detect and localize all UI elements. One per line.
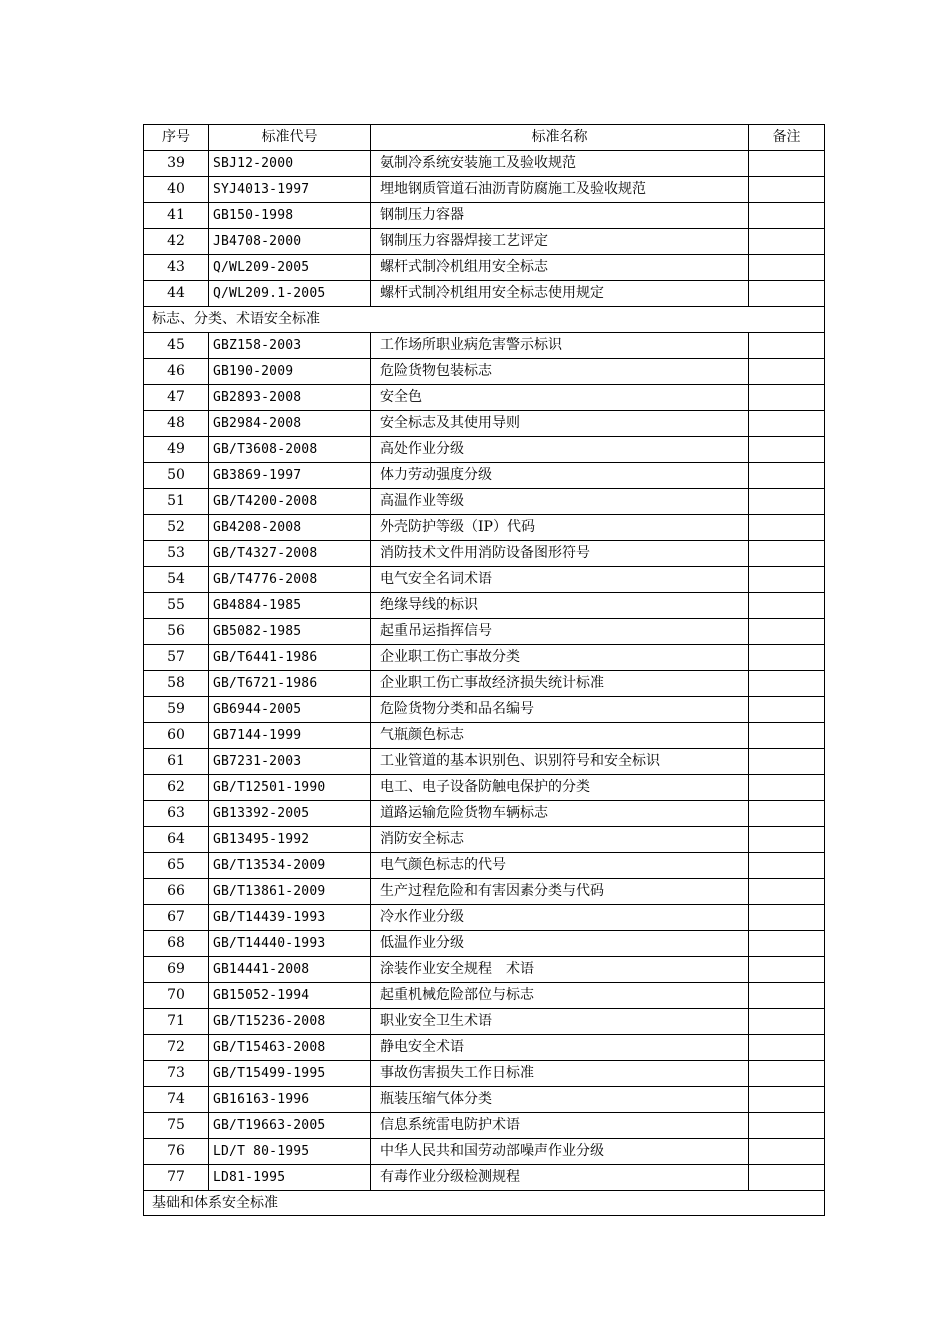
serial-number-cell: 69 bbox=[144, 956, 209, 982]
standard-code-cell bbox=[209, 280, 371, 306]
standard-code-text: GB15052-1994 bbox=[213, 987, 310, 1003]
standard-name-cell: 体力劳动强度分级 bbox=[371, 462, 749, 488]
serial-number-cell: 42 bbox=[144, 228, 209, 254]
standard-code-text: GB14441-2008 bbox=[213, 961, 310, 977]
standard-code-text: JB4708-2000 bbox=[213, 233, 302, 249]
remarks-cell bbox=[749, 930, 825, 956]
standard-code-cell bbox=[209, 1164, 371, 1190]
standard-code-text: GB/T15499-1995 bbox=[213, 1065, 326, 1081]
standard-code-text: GB/T19663-2005 bbox=[213, 1117, 326, 1133]
remarks-cell bbox=[749, 228, 825, 254]
table-row bbox=[144, 1034, 825, 1060]
table-row bbox=[144, 1138, 825, 1164]
serial-number-cell: 54 bbox=[144, 566, 209, 592]
table-row bbox=[144, 618, 825, 644]
standard-name-cell: 冷水作业分级 bbox=[371, 904, 749, 930]
standard-code-cell bbox=[209, 592, 371, 618]
standard-code-text: GB16163-1996 bbox=[213, 1091, 310, 1107]
standard-code-text: GB/T13534-2009 bbox=[213, 857, 326, 873]
standard-name-cell: 信息系统雷电防护术语 bbox=[371, 1112, 749, 1138]
standard-code-cell bbox=[209, 228, 371, 254]
serial-number-cell: 58 bbox=[144, 670, 209, 696]
serial-number-cell: 57 bbox=[144, 644, 209, 670]
serial-number-cell: 67 bbox=[144, 904, 209, 930]
table-row bbox=[144, 358, 825, 384]
standard-code-cell bbox=[209, 150, 371, 176]
standard-name-cell: 气瓶颜色标志 bbox=[371, 722, 749, 748]
standard-code-text: LD/T 80-1995 bbox=[213, 1143, 310, 1159]
table-row bbox=[144, 592, 825, 618]
standard-code-text: GB/T13861-2009 bbox=[213, 883, 326, 899]
serial-number-cell: 62 bbox=[144, 774, 209, 800]
serial-number-cell: 50 bbox=[144, 462, 209, 488]
remarks-cell bbox=[749, 202, 825, 228]
standard-code-cell bbox=[209, 410, 371, 436]
serial-number-cell: 39 bbox=[144, 150, 209, 176]
table-row bbox=[144, 280, 825, 306]
standard-code-text: GB/T4200-2008 bbox=[213, 493, 318, 509]
standard-name-cell: 起重吊运指挥信号 bbox=[371, 618, 749, 644]
serial-number-cell: 53 bbox=[144, 540, 209, 566]
standard-name-cell: 工业管道的基本识别色、识别符号和安全标识 bbox=[371, 748, 749, 774]
remarks-cell bbox=[749, 410, 825, 436]
standard-code-text: GB3869-1997 bbox=[213, 467, 302, 483]
standard-code-cell bbox=[209, 670, 371, 696]
standard-code-cell bbox=[209, 202, 371, 228]
serial-number-cell: 71 bbox=[144, 1008, 209, 1034]
table-row bbox=[144, 462, 825, 488]
serial-number-cell: 55 bbox=[144, 592, 209, 618]
serial-number-cell: 51 bbox=[144, 488, 209, 514]
remarks-cell bbox=[749, 800, 825, 826]
standard-code-text: Q/WL209-2005 bbox=[213, 259, 310, 275]
serial-number-cell: 70 bbox=[144, 982, 209, 1008]
table-row bbox=[144, 1008, 825, 1034]
standard-code-cell bbox=[209, 696, 371, 722]
table-row bbox=[144, 800, 825, 826]
serial-number-cell: 64 bbox=[144, 826, 209, 852]
serial-number-cell: 46 bbox=[144, 358, 209, 384]
table-row bbox=[144, 488, 825, 514]
standard-code-cell bbox=[209, 514, 371, 540]
standard-code-text: GB4884-1985 bbox=[213, 597, 302, 613]
remarks-cell bbox=[749, 878, 825, 904]
standard-name-cell: 危险货物包装标志 bbox=[371, 358, 749, 384]
standard-name-cell: 消防安全标志 bbox=[371, 826, 749, 852]
standard-name-cell: 企业职工伤亡事故经济损失统计标准 bbox=[371, 670, 749, 696]
serial-number-cell: 61 bbox=[144, 748, 209, 774]
standard-code-text: GB/T15463-2008 bbox=[213, 1039, 326, 1055]
table-row bbox=[144, 852, 825, 878]
standard-name-cell: 高温作业等级 bbox=[371, 488, 749, 514]
serial-number-cell: 44 bbox=[144, 280, 209, 306]
serial-number-cell: 72 bbox=[144, 1034, 209, 1060]
table-row bbox=[144, 878, 825, 904]
table-row bbox=[144, 566, 825, 592]
standard-name-cell: 电工、电子设备防触电保护的分类 bbox=[371, 774, 749, 800]
standard-code-text: GB7144-1999 bbox=[213, 727, 302, 743]
standard-code-cell bbox=[209, 644, 371, 670]
serial-number-cell: 59 bbox=[144, 696, 209, 722]
serial-number-cell: 56 bbox=[144, 618, 209, 644]
serial-number-cell: 77 bbox=[144, 1164, 209, 1190]
header-standard-code: 标准代号 bbox=[209, 125, 371, 151]
remarks-cell bbox=[749, 670, 825, 696]
standard-code-cell bbox=[209, 462, 371, 488]
serial-number-cell: 49 bbox=[144, 436, 209, 462]
standard-code-text: GB5082-1985 bbox=[213, 623, 302, 639]
table-header bbox=[144, 125, 825, 151]
standard-name-cell: 生产过程危险和有害因素分类与代码 bbox=[371, 878, 749, 904]
remarks-cell bbox=[749, 696, 825, 722]
standard-name-cell: 危险货物分类和品名编号 bbox=[371, 696, 749, 722]
table-row bbox=[144, 332, 825, 358]
section-row bbox=[144, 306, 825, 332]
standard-name-cell: 起重机械危险部位与标志 bbox=[371, 982, 749, 1008]
standard-name-cell: 电气颜色标志的代号 bbox=[371, 852, 749, 878]
standard-code-cell bbox=[209, 176, 371, 202]
standard-code-cell bbox=[209, 1138, 371, 1164]
table-row bbox=[144, 176, 825, 202]
standard-code-text: GB7231-2003 bbox=[213, 753, 302, 769]
standard-code-cell bbox=[209, 956, 371, 982]
remarks-cell bbox=[749, 1086, 825, 1112]
table-row bbox=[144, 696, 825, 722]
standard-name-cell: 职业安全卫生术语 bbox=[371, 1008, 749, 1034]
standard-code-text: GB6944-2005 bbox=[213, 701, 302, 717]
header-row bbox=[144, 125, 825, 151]
remarks-cell bbox=[749, 176, 825, 202]
standard-name-cell: 螺杆式制冷机组用安全标志 bbox=[371, 254, 749, 280]
standard-code-cell bbox=[209, 254, 371, 280]
table-row bbox=[144, 748, 825, 774]
standard-code-text: GB/T3608-2008 bbox=[213, 441, 318, 457]
standard-code-text: SYJ4013-1997 bbox=[213, 181, 310, 197]
standard-code-cell bbox=[209, 1060, 371, 1086]
section-title: 基础和体系安全标准 bbox=[144, 1190, 825, 1216]
remarks-cell bbox=[749, 566, 825, 592]
standard-code-cell bbox=[209, 982, 371, 1008]
header-remarks: 备注 bbox=[749, 125, 825, 151]
serial-number-cell: 68 bbox=[144, 930, 209, 956]
table-row bbox=[144, 540, 825, 566]
serial-number-cell: 75 bbox=[144, 1112, 209, 1138]
standard-code-cell bbox=[209, 748, 371, 774]
standard-code-cell bbox=[209, 930, 371, 956]
standard-code-cell bbox=[209, 566, 371, 592]
section-title: 标志、分类、术语安全标准 bbox=[144, 306, 825, 332]
standard-code-text: SBJ12-2000 bbox=[213, 155, 294, 171]
remarks-cell bbox=[749, 982, 825, 1008]
table-row bbox=[144, 982, 825, 1008]
serial-number-cell: 43 bbox=[144, 254, 209, 280]
serial-number-cell: 45 bbox=[144, 332, 209, 358]
serial-number-cell: 65 bbox=[144, 852, 209, 878]
table-row bbox=[144, 826, 825, 852]
remarks-cell bbox=[749, 150, 825, 176]
standard-code-cell bbox=[209, 800, 371, 826]
remarks-cell bbox=[749, 904, 825, 930]
standard-name-cell: 高处作业分级 bbox=[371, 436, 749, 462]
standard-name-cell: 消防技术文件用消防设备图形符号 bbox=[371, 540, 749, 566]
standard-name-cell: 氨制冷系统安装施工及验收规范 bbox=[371, 150, 749, 176]
standard-code-cell bbox=[209, 878, 371, 904]
standard-code-cell bbox=[209, 358, 371, 384]
standard-code-text: GBZ158-2003 bbox=[213, 337, 302, 353]
table-row bbox=[144, 956, 825, 982]
standard-code-cell bbox=[209, 488, 371, 514]
table-body bbox=[144, 150, 825, 1216]
remarks-cell bbox=[749, 826, 825, 852]
remarks-cell bbox=[749, 280, 825, 306]
table-row bbox=[144, 384, 825, 410]
standard-code-cell bbox=[209, 1008, 371, 1034]
table-row bbox=[144, 150, 825, 176]
standard-name-cell: 绝缘导线的标识 bbox=[371, 592, 749, 618]
remarks-cell bbox=[749, 540, 825, 566]
remarks-cell bbox=[749, 514, 825, 540]
standard-code-text: GB2984-2008 bbox=[213, 415, 302, 431]
table-row bbox=[144, 202, 825, 228]
standard-name-cell: 螺杆式制冷机组用安全标志使用规定 bbox=[371, 280, 749, 306]
standard-code-cell bbox=[209, 1112, 371, 1138]
standard-code-text: GB/T12501-1990 bbox=[213, 779, 326, 795]
table-row bbox=[144, 644, 825, 670]
table-row bbox=[144, 904, 825, 930]
serial-number-cell: 63 bbox=[144, 800, 209, 826]
table-row bbox=[144, 1060, 825, 1086]
standard-name-cell: 涂装作业安全规程 术语 bbox=[371, 956, 749, 982]
remarks-cell bbox=[749, 1138, 825, 1164]
serial-number-cell: 41 bbox=[144, 202, 209, 228]
serial-number-cell: 66 bbox=[144, 878, 209, 904]
standard-code-text: GB4208-2008 bbox=[213, 519, 302, 535]
remarks-cell bbox=[749, 462, 825, 488]
remarks-cell bbox=[749, 748, 825, 774]
standards-table bbox=[143, 124, 825, 1216]
table-row bbox=[144, 254, 825, 280]
remarks-cell bbox=[749, 774, 825, 800]
table-row bbox=[144, 930, 825, 956]
standard-name-cell: 安全色 bbox=[371, 384, 749, 410]
standard-code-text: GB150-1998 bbox=[213, 207, 294, 223]
serial-number-cell: 48 bbox=[144, 410, 209, 436]
standard-code-text: GB2893-2008 bbox=[213, 389, 302, 405]
standard-code-cell bbox=[209, 540, 371, 566]
standard-name-cell: 事故伤害损失工作日标准 bbox=[371, 1060, 749, 1086]
standard-code-text: GB/T4327-2008 bbox=[213, 545, 318, 561]
standard-name-cell: 静电安全术语 bbox=[371, 1034, 749, 1060]
standard-code-text: GB190-2009 bbox=[213, 363, 294, 379]
standard-name-cell: 有毒作业分级检测规程 bbox=[371, 1164, 749, 1190]
table-row bbox=[144, 228, 825, 254]
serial-number-cell: 40 bbox=[144, 176, 209, 202]
table-row bbox=[144, 514, 825, 540]
table-row bbox=[144, 722, 825, 748]
standard-name-cell: 安全标志及其使用导则 bbox=[371, 410, 749, 436]
remarks-cell bbox=[749, 1034, 825, 1060]
standard-code-cell bbox=[209, 436, 371, 462]
standard-name-cell: 中华人民共和国劳动部噪声作业分级 bbox=[371, 1138, 749, 1164]
table-row bbox=[144, 1086, 825, 1112]
standard-code-cell bbox=[209, 774, 371, 800]
remarks-cell bbox=[749, 722, 825, 748]
table-row bbox=[144, 436, 825, 462]
standard-code-text: GB/T4776-2008 bbox=[213, 571, 318, 587]
remarks-cell bbox=[749, 1008, 825, 1034]
remarks-cell bbox=[749, 1112, 825, 1138]
remarks-cell bbox=[749, 852, 825, 878]
standard-code-text: Q/WL209.1-2005 bbox=[213, 285, 326, 301]
standard-code-text: GB/T14439-1993 bbox=[213, 909, 326, 925]
header-serial-number: 序号 bbox=[144, 125, 209, 151]
table-row bbox=[144, 410, 825, 436]
remarks-cell bbox=[749, 644, 825, 670]
standard-name-cell: 企业职工伤亡事故分类 bbox=[371, 644, 749, 670]
standard-code-cell bbox=[209, 826, 371, 852]
serial-number-cell: 76 bbox=[144, 1138, 209, 1164]
header-standard-name: 标准名称 bbox=[371, 125, 749, 151]
remarks-cell bbox=[749, 332, 825, 358]
table-row bbox=[144, 1112, 825, 1138]
standard-name-cell: 道路运输危险货物车辆标志 bbox=[371, 800, 749, 826]
standard-code-text: GB/T15236-2008 bbox=[213, 1013, 326, 1029]
standard-name-cell: 钢制压力容器焊接工艺评定 bbox=[371, 228, 749, 254]
standard-code-cell bbox=[209, 1086, 371, 1112]
standard-code-cell bbox=[209, 618, 371, 644]
standard-name-cell: 外壳防护等级（IP）代码 bbox=[371, 514, 749, 540]
serial-number-cell: 73 bbox=[144, 1060, 209, 1086]
standard-code-cell bbox=[209, 852, 371, 878]
remarks-cell bbox=[749, 592, 825, 618]
section-row bbox=[144, 1190, 825, 1216]
standard-name-cell: 低温作业分级 bbox=[371, 930, 749, 956]
table-row bbox=[144, 774, 825, 800]
remarks-cell bbox=[749, 358, 825, 384]
remarks-cell bbox=[749, 1164, 825, 1190]
standard-code-cell bbox=[209, 904, 371, 930]
standard-name-cell: 埋地钢质管道石油沥青防腐施工及验收规范 bbox=[371, 176, 749, 202]
standard-name-cell: 瓶装压缩气体分类 bbox=[371, 1086, 749, 1112]
standard-code-cell bbox=[209, 1034, 371, 1060]
remarks-cell bbox=[749, 956, 825, 982]
standard-code-text: GB13495-1992 bbox=[213, 831, 310, 847]
standard-code-text: GB/T6721-1986 bbox=[213, 675, 318, 691]
standard-code-cell bbox=[209, 384, 371, 410]
serial-number-cell: 74 bbox=[144, 1086, 209, 1112]
standard-name-cell: 工作场所职业病危害警示标识 bbox=[371, 332, 749, 358]
standard-code-text: GB/T6441-1986 bbox=[213, 649, 318, 665]
standard-code-text: LD81-1995 bbox=[213, 1169, 286, 1185]
remarks-cell bbox=[749, 618, 825, 644]
remarks-cell bbox=[749, 1060, 825, 1086]
table-row bbox=[144, 1164, 825, 1190]
table-row bbox=[144, 670, 825, 696]
remarks-cell bbox=[749, 436, 825, 462]
standard-code-text: GB13392-2005 bbox=[213, 805, 310, 821]
serial-number-cell: 47 bbox=[144, 384, 209, 410]
serial-number-cell: 60 bbox=[144, 722, 209, 748]
remarks-cell bbox=[749, 384, 825, 410]
standard-code-text: GB/T14440-1993 bbox=[213, 935, 326, 951]
standard-name-cell: 电气安全名词术语 bbox=[371, 566, 749, 592]
standard-code-cell bbox=[209, 332, 371, 358]
standard-code-cell bbox=[209, 722, 371, 748]
remarks-cell bbox=[749, 254, 825, 280]
remarks-cell bbox=[749, 488, 825, 514]
serial-number-cell: 52 bbox=[144, 514, 209, 540]
standard-name-cell: 钢制压力容器 bbox=[371, 202, 749, 228]
